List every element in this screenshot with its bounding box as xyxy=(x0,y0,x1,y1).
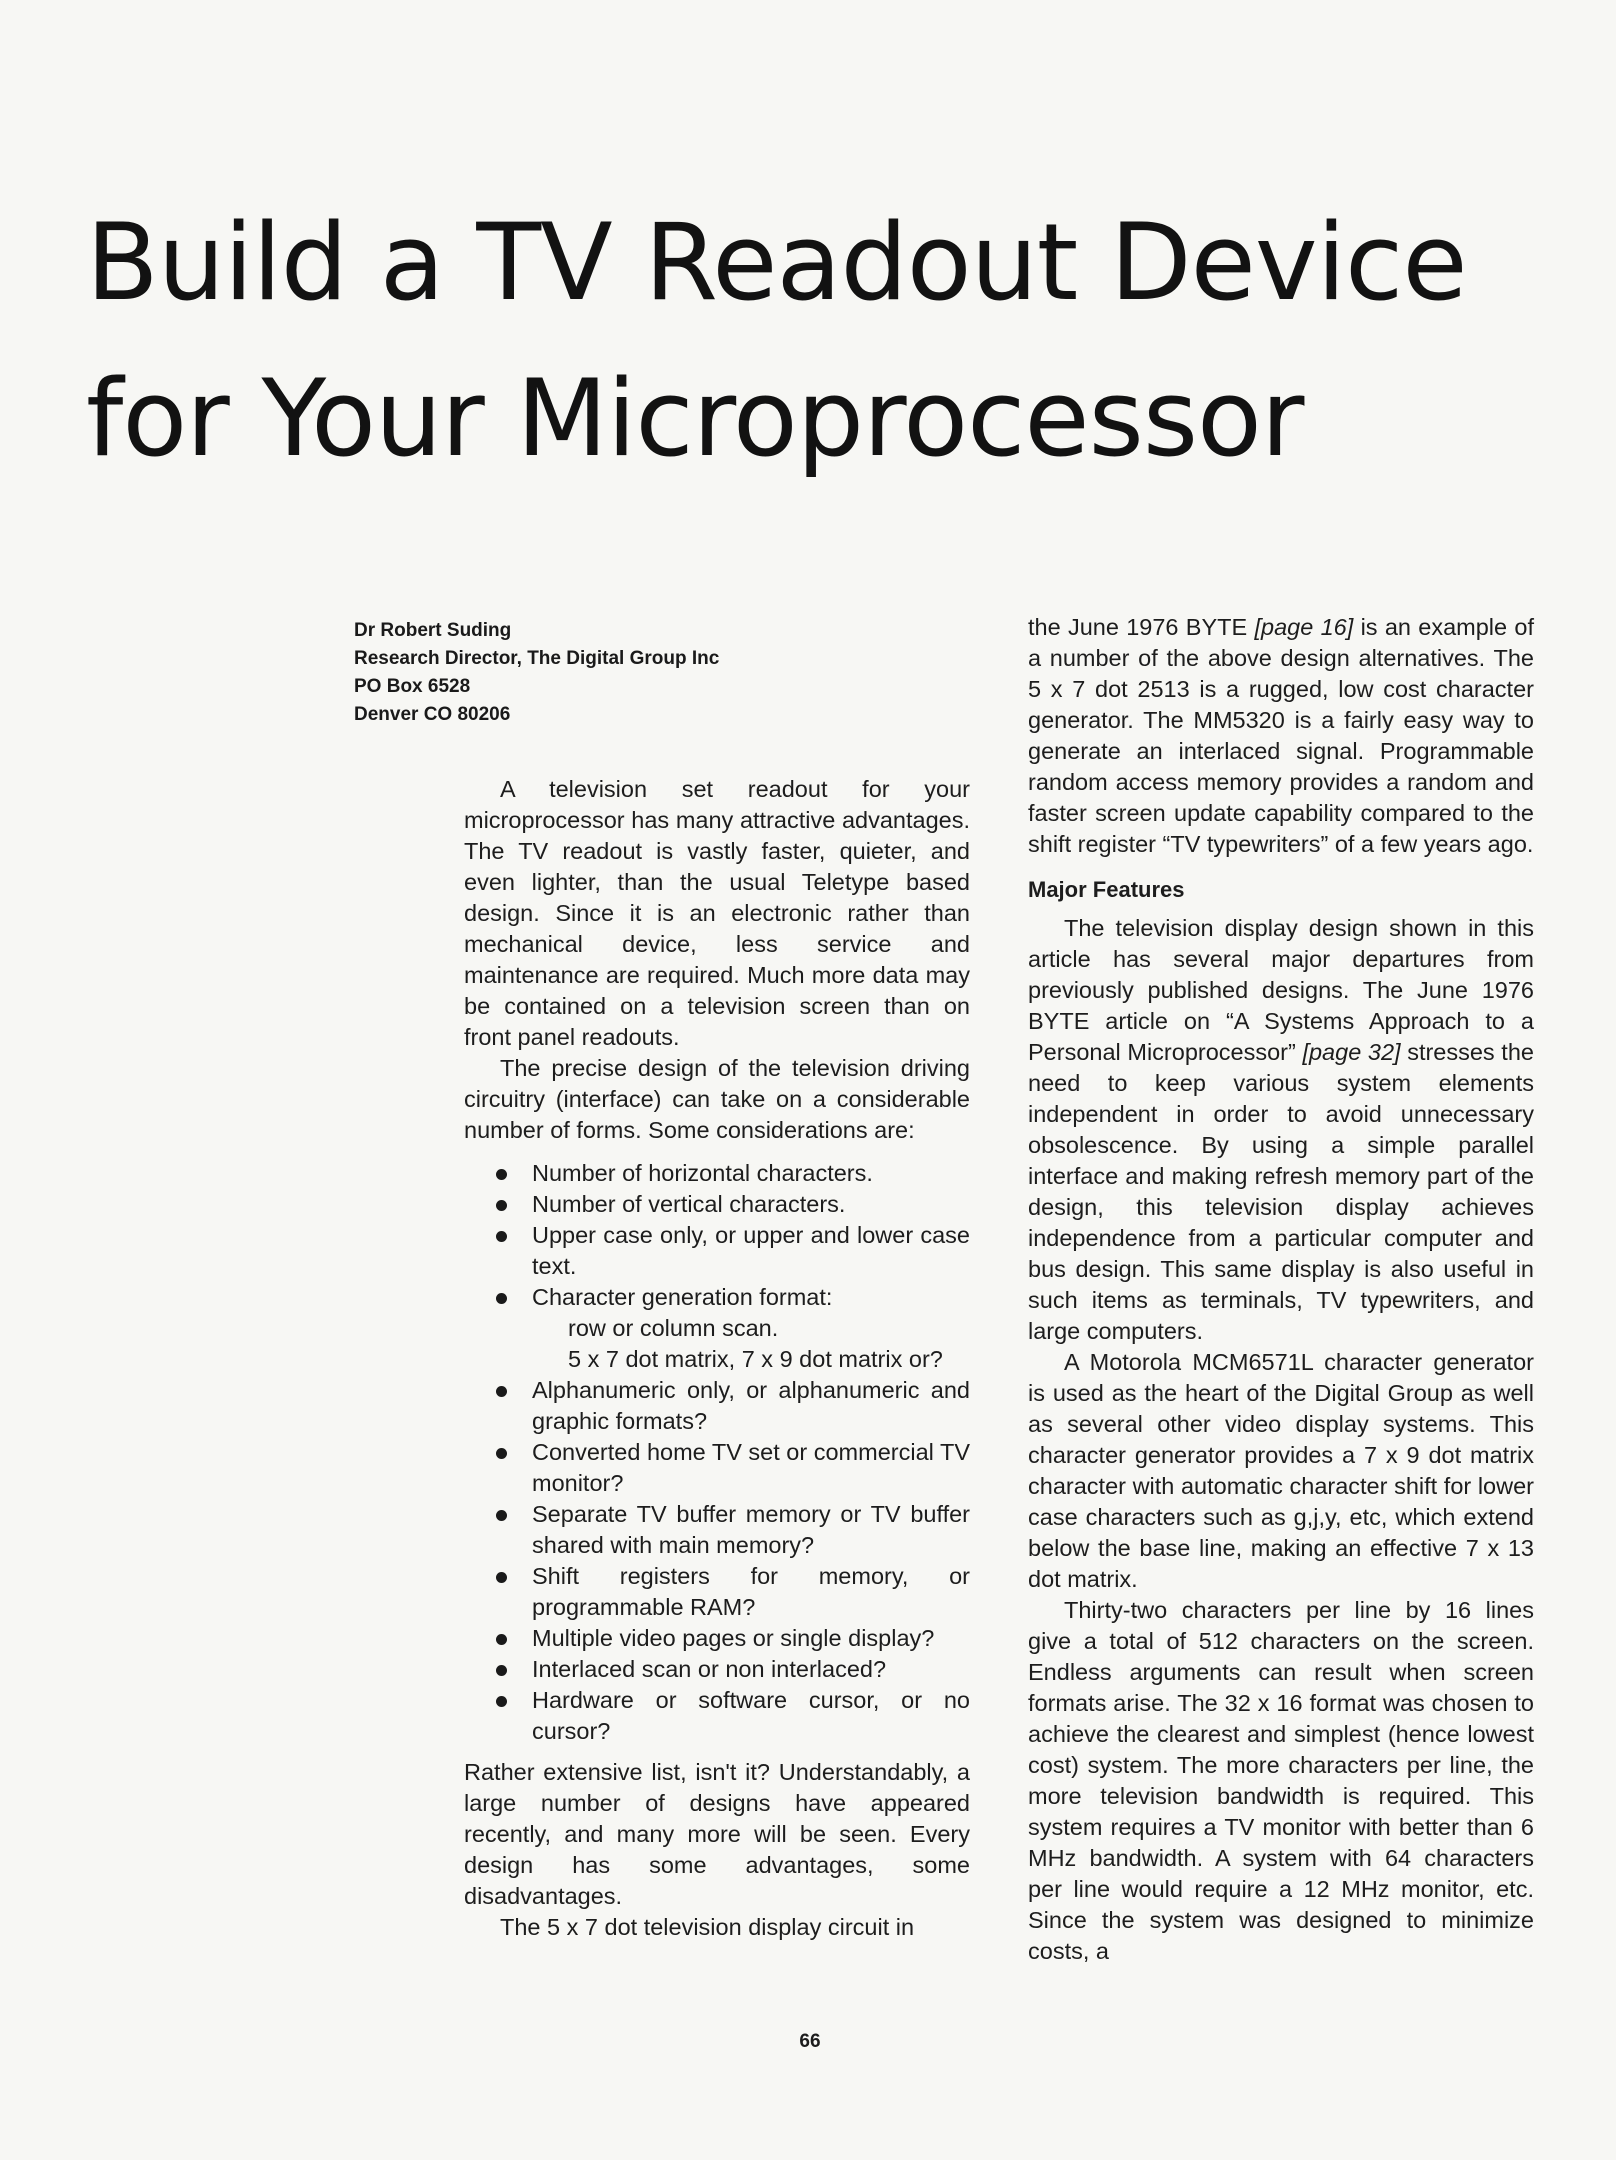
list-item: Interlaced scan or non interlaced? xyxy=(464,1654,970,1685)
article-title xyxy=(86,185,1566,497)
bullet-icon xyxy=(496,1293,507,1304)
list-subitem: 5 x 7 dot matrix, 7 x 9 dot matrix or? xyxy=(568,1346,943,1372)
left-paragraph-3: Rather extensive list, isn't it? Understandably, a large number of designs have appeared recently, and many more will be seen. Every design has some advantages, some disadvantages. xyxy=(464,1759,970,1909)
bullet-icon xyxy=(496,1696,507,1707)
list-item: Number of horizontal characters. xyxy=(464,1158,970,1189)
author-position: Research Director, The Digital Group Inc xyxy=(354,648,720,669)
author-byline xyxy=(354,617,814,729)
bullet-icon xyxy=(496,1634,507,1645)
left-paragraph-2: The precise design of the television driving circuitry (interface) can take on a considerable number of forms. Some considerations are: xyxy=(464,1055,970,1143)
list-item: Converted home TV set or commercial TV monitor? xyxy=(464,1437,970,1499)
right-paragraph-2: The television display design shown in this article has several major departures from previously published designs. The June 1976 BYTE article on “A Systems Approach to a Personal Microprocessor” [page 32] stresses the need to keep various system elements independent in order to avoid unnecessary obsolescence. By using a simple parallel interface and making refresh memory part of the design, this television display achieves independence from a particular computer and bus design. This same display is also useful in such items as terminals, TV typewriters, and large computers. xyxy=(1028,915,1534,1344)
bullet-icon xyxy=(496,1200,507,1211)
title-line-2: for Your Microprocessor xyxy=(86,357,1304,480)
left-column xyxy=(464,774,970,1943)
bullet-icon xyxy=(496,1510,507,1521)
right-paragraph-3: A Motorola MCM6571L character generator is used as the heart of the Digital Group as well as several other video display systems. This character generator provides a 7 x 9 dot matrix character with automatic character shift for lower case characters such as g,j,y, etc, which extend below the base line, making an effective 7 x 13 dot matrix. xyxy=(1028,1349,1534,1592)
bullet-icon xyxy=(496,1448,507,1459)
list-item: Number of vertical characters. xyxy=(464,1189,970,1220)
list-item: Character generation format: row or column scan. 5 x 7 dot matrix, 7 x 9 dot matrix or? xyxy=(464,1282,970,1375)
page-reference: [page 32] xyxy=(1302,1039,1401,1065)
page-number: 66 xyxy=(799,2031,821,2052)
right-paragraph-4: Thirty-two characters per line by 16 lines give a total of 512 characters on the screen. Endless arguments can result when screen formats arise. The 32 x 16 format was chosen to achieve the clearest and simplest (hence lowest cost) system. The more characters per line, the more television bandwidth is required. This system requires a TV monitor with better than 6 MHz bandwidth. A system with 64 characters per line would require a 12 MHz monitor, etc. Since the system was designed to minimize costs, a xyxy=(1028,1597,1534,1964)
page-reference: [page 16] xyxy=(1254,614,1354,640)
section-heading: Major Features xyxy=(1028,877,1185,902)
author-address: PO Box 6528 xyxy=(354,676,471,697)
list-item: Upper case only, or upper and lower case text. xyxy=(464,1220,970,1282)
list-item: Alphanumeric only, or alphanumeric and graphic formats? xyxy=(464,1375,970,1437)
bullet-icon xyxy=(496,1231,507,1242)
bullet-icon xyxy=(496,1665,507,1676)
bullet-icon xyxy=(496,1169,507,1180)
bullet-icon xyxy=(496,1572,507,1583)
author-city: Denver CO 80206 xyxy=(354,704,511,725)
list-subitem: row or column scan. xyxy=(568,1315,779,1341)
considerations-list xyxy=(464,1158,970,1747)
left-paragraph-1: A television set readout for your microprocessor has many attractive advantages. The TV readout is vastly faster, quieter, and even lighter, than the usual Teletype based design. Since it is an electronic rather than mechanical device, less service and maintenance are required. Much more data may be contained on a television screen than on front panel readouts. xyxy=(464,776,970,1050)
list-item: Multiple video pages or single display? xyxy=(464,1623,970,1654)
list-item: Shift registers for memory, or programmable RAM? xyxy=(464,1561,970,1623)
right-column xyxy=(1028,612,1534,1967)
left-paragraph-4: The 5 x 7 dot television display circuit in xyxy=(500,1914,915,1940)
bullet-icon xyxy=(496,1386,507,1397)
right-paragraph-1: the June 1976 BYTE [page 16] is an example of a number of the above design alternatives. The 5 x 7 dot 2513 is a rugged, low cost character generator. The MM5320 is a fairly easy way to generate an interlaced signal. Programmable random access memory provides a random and faster screen update capability compared to the shift register “TV typewriters” of a few years ago. xyxy=(1028,614,1534,857)
title-line-1: Build a TV Readout Device xyxy=(86,201,1467,324)
author-name: Dr Robert Suding xyxy=(354,620,512,641)
list-item: Hardware or software cursor, or no cursor? xyxy=(464,1685,970,1747)
list-item: Separate TV buffer memory or TV buffer shared with main memory? xyxy=(464,1499,970,1561)
